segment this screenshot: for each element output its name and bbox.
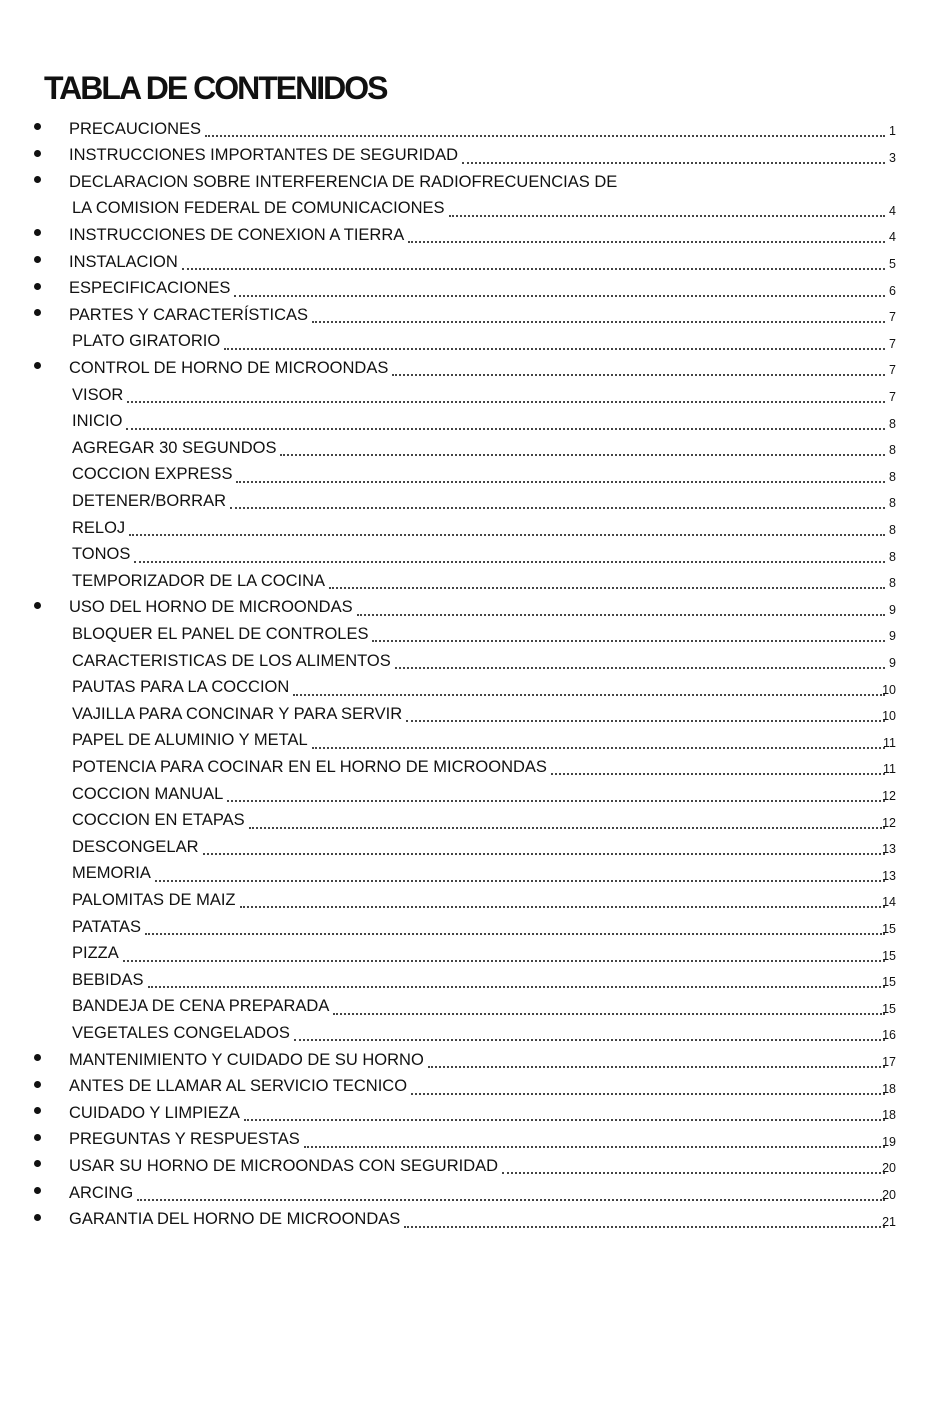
toc-entry-label: DESCONGELAR [72,837,199,856]
toc-entry [0,196,950,222]
toc-entry-label: CUIDADO Y LIMPIEZA [69,1103,240,1122]
toc-entry-label: PIZZA [72,944,119,963]
bullet-icon [34,1054,41,1061]
toc-entry [0,143,950,169]
dot-leader [312,727,885,749]
toc-entry-label: USAR SU HORNO DE MICROONDAS CON SEGURIDAD [69,1156,499,1175]
toc-entry [0,1127,950,1153]
toc-entry-line [72,488,896,514]
toc-entry-page: 13 [882,868,896,883]
toc-entry-line [72,808,896,834]
toc-entry [0,1047,950,1073]
dot-leader [551,753,885,775]
bullet-icon [34,362,41,369]
bullet-icon [34,123,41,130]
toc-entry-line [69,595,896,621]
toc-entry-label: ARCING [69,1183,134,1202]
toc-entry-line [69,169,888,195]
toc-entry-page: 7 [889,363,896,378]
toc-entry [0,621,950,647]
dot-leader [234,275,885,297]
toc-entry-page: 1 [889,124,896,138]
toc-entry [0,1020,950,1046]
dot-leader [502,1152,885,1174]
bullet-icon [34,283,41,290]
toc-entry-label: PAPEL DE ALUMINIO Y METAL [72,731,308,750]
toc-entry-page: 9 [889,656,896,670]
toc-entry-label: PLATO GIRATORIO [72,332,221,351]
dot-leader [428,1046,885,1068]
toc-entry-label: INSTRUCCIONES DE CONEXION A TIERRA [69,225,405,244]
dot-leader [123,940,885,962]
toc-entry [0,675,950,701]
toc-entry-line [69,1180,896,1206]
toc-entry [0,1074,950,1100]
dot-leader [148,966,885,988]
dot-leader [280,434,885,456]
toc-entry-page: 8 [889,549,896,564]
dot-leader [240,886,886,908]
bullet-icon [34,602,41,609]
toc-entry-label: DETENER/BORRAR [72,491,227,510]
toc-entry [0,302,950,328]
dot-leader [244,1099,885,1121]
toc-entry-page: 8 [889,416,896,431]
toc-entry-line [72,382,896,408]
toc-entry-page: 18 [882,1108,896,1123]
dot-leader [182,248,885,270]
page-title: TABLA DE CONTENIDOS [44,70,387,106]
dot-leader [230,487,885,509]
toc-entry [0,1207,950,1233]
toc-entry-line [72,701,896,727]
dot-leader [357,594,885,616]
toc-entry [0,515,950,541]
toc-entry [0,435,950,461]
toc-entry [0,834,950,860]
toc-entry-label: COCCION MANUAL [72,784,224,803]
toc-entry [0,887,950,913]
toc-entry-label: USO DEL HORNO DE MICROONDAS [69,598,353,617]
toc-entry-page: 7 [889,390,896,404]
toc-entry [0,648,950,674]
toc-entry-label: ESPECIFICACIONES [69,279,231,298]
toc-entry [0,701,950,727]
dot-leader [129,514,885,536]
toc-entry-label: CARACTERISTICAS DE LOS ALIMENTOS [72,651,391,670]
toc-entry [0,329,950,355]
toc-entry-line [72,648,896,674]
dot-leader [155,860,885,882]
toc-entry [0,595,950,621]
toc-entry-label: VAJILLA PARA CONCINAR Y PARA SERVIR [72,704,403,723]
toc-entry-label: PATATAS [72,917,142,936]
dot-leader [294,1019,885,1041]
toc-entry-label: MANTENIMIENTO Y CUIDADO DE SU HORNO [69,1050,424,1069]
toc-entry [0,116,950,142]
toc-entry-page: 4 [889,230,896,245]
bullet-icon [34,309,41,316]
toc-entry [0,222,950,248]
toc-entry [0,861,950,887]
dot-leader [236,461,885,483]
toc-entry-line [72,409,896,435]
toc-entry-line [72,728,896,754]
toc-entry-label: AGREGAR 30 SEGUNDOS [72,438,277,457]
toc-entry-line [69,1047,896,1073]
toc-entry [0,781,950,807]
dot-leader [145,913,885,935]
toc-entry-label: CONTROL DE HORNO DE MICROONDAS [69,358,389,377]
toc-entry [0,488,950,514]
dot-leader [333,993,885,1015]
toc-entry-line [69,1153,896,1179]
toc-entry [0,967,950,993]
toc-entry-line [72,542,896,568]
bullet-icon [34,1160,41,1167]
toc-entry-line [69,355,896,381]
toc-entry-page: 7 [889,310,896,325]
toc-entry-label: LA COMISION FEDERAL DE COMUNICACIONES [72,199,445,218]
toc-entry-label: PREGUNTAS Y RESPUESTAS [69,1130,300,1149]
toc-entry-page: 20 [882,1161,896,1176]
dot-leader [312,301,885,323]
dot-leader [127,381,885,403]
toc-entry-line [72,196,896,222]
toc-entry-page: 17 [882,1055,896,1069]
toc-entry [0,914,950,940]
toc-entry-line [69,1127,896,1153]
dot-leader [203,833,885,855]
toc-entry-label: BANDEJA DE CENA PREPARADA [72,997,330,1016]
toc-entry-page: 8 [889,443,896,458]
toc-entry-line [72,914,896,940]
dot-leader [304,1126,885,1148]
toc-entry-page: 21 [882,1214,896,1229]
toc-entry-page: 3 [889,150,896,165]
dot-leader [404,1206,885,1228]
toc-entry-label: PALOMITAS DE MAIZ [72,890,236,909]
toc-entry-line [72,754,896,780]
dot-leader [126,408,885,430]
toc-entry-page: 12 [882,789,896,803]
toc-entry [0,382,950,408]
toc-entry-line [69,1074,896,1100]
toc-entry-label: PARTES Y CARACTERÍSTICAS [69,305,309,324]
dot-leader [293,674,885,696]
toc-entry-label: DECLARACION SOBRE INTERFERENCIA DE RADIOFRECUENCIAS DE [69,172,618,191]
toc-entry [0,568,950,594]
toc-entry-label: INICIO [72,412,123,431]
dot-leader [249,807,885,829]
toc-entry-line [72,435,896,461]
dot-leader [372,620,885,642]
dot-leader [395,647,885,669]
toc-entry-line [69,1100,896,1126]
toc-entry-page: 10 [882,682,896,697]
toc-entry [0,542,950,568]
toc-entry-line [72,329,896,355]
toc-entry-page: 8 [889,523,896,537]
toc-entry [0,462,950,488]
bullet-icon [34,1214,41,1221]
toc-entry [0,249,950,275]
toc-entry-page: 8 [889,496,896,511]
toc-entry [0,169,950,195]
bullet-icon [34,150,41,157]
toc-entry-label: BEBIDAS [72,970,144,989]
toc-entry-line [72,515,896,541]
toc-entry [0,728,950,754]
dot-leader [329,567,885,589]
toc-entry-page: 9 [889,602,896,617]
toc-entry-page: 11 [883,762,896,777]
dot-leader [137,1179,885,1201]
toc-entry-line [72,994,896,1020]
toc-entry-line [72,887,896,913]
toc-entry-label: MEMORIA [72,864,151,883]
toc-entry-label: TONOS [72,545,131,564]
bullet-icon [34,1107,41,1114]
toc-entry [0,276,950,302]
dot-leader [205,115,885,137]
dot-leader [408,221,885,243]
toc-entry-page: 13 [882,842,896,857]
toc-entry-line [69,302,896,328]
toc-entry-label: BLOQUER EL PANEL DE CONTROLES [72,624,369,643]
toc-entry-line [72,781,896,807]
dot-leader [411,1073,885,1095]
toc-entry-label: POTENCIA PARA COCINAR EN EL HORNO DE MICROONDAS [72,757,547,776]
toc-entry [0,355,950,381]
dot-leader [462,142,885,164]
toc-entry [0,1180,950,1206]
bullet-icon [34,229,41,236]
toc-entry-page: 18 [882,1081,896,1096]
dot-leader [227,780,885,802]
toc-entry-page: 15 [882,948,896,963]
toc-entry-line [69,143,896,169]
toc-entry-label: INSTALACION [69,252,178,271]
toc-entry [0,409,950,435]
toc-entry-page: 11 [883,735,896,750]
toc-entry [0,1153,950,1179]
bullet-icon [34,1187,41,1194]
toc-entry-page: 4 [889,203,896,218]
toc-entry-page: 12 [882,815,896,830]
toc-entry-line [72,568,896,594]
toc-entry-line [69,116,896,142]
bullet-icon [34,1134,41,1141]
toc-entry-line [72,462,896,488]
toc-entry-label: GARANTIA DEL HORNO DE MICROONDAS [69,1210,401,1229]
toc-entry-line [72,675,896,701]
dot-leader [392,354,885,376]
toc-entry-label: RELOJ [72,518,126,537]
toc-entry-page: 5 [889,257,896,271]
toc-entry-page: 16 [882,1028,896,1043]
toc-entry-label: COCCION EN ETAPAS [72,811,245,830]
toc-entry-label: PAUTAS PARA LA COCCION [72,678,290,697]
toc-entry [0,941,950,967]
toc-entry-page: 6 [889,283,896,298]
toc-entry-page: 15 [882,922,896,936]
toc-entry-line [72,967,896,993]
toc-entry-page: 20 [882,1188,896,1202]
toc-entry-label: COCCION EXPRESS [72,465,233,484]
dot-leader [224,328,885,350]
toc-entry-line [69,222,896,248]
toc-entry-line [72,621,896,647]
toc-entry-page: 15 [882,1001,896,1016]
bullet-icon [34,176,41,183]
toc-entry-label: TEMPORIZADOR DE LA COCINA [72,571,326,590]
toc-entry [0,808,950,834]
dot-leader [449,195,885,217]
toc-entry-line [72,834,896,860]
bullet-icon [34,1081,41,1088]
toc-entry-line [72,941,896,967]
toc-entry [0,1100,950,1126]
toc-entry-line [72,1020,896,1046]
toc-entry-page: 7 [889,336,896,351]
toc-entry-label: VEGETALES CONGELADOS [72,1023,290,1042]
toc-entry-line [69,276,896,302]
toc-entry-line [69,249,896,275]
toc-entry [0,994,950,1020]
toc-entry-label: ANTES DE LLAMAR AL SERVICIO TECNICO [69,1077,408,1096]
toc-entry-page: 10 [882,709,896,724]
toc-entry-page: 15 [882,975,896,990]
toc-entry [0,754,950,780]
toc-entry-page: 9 [889,629,896,644]
bullet-icon [34,256,41,263]
toc-entry-label: VISOR [72,385,124,404]
toc-entry-page: 8 [889,469,896,484]
toc-entry-label: INSTRUCCIONES IMPORTANTES DE SEGURIDAD [69,146,459,165]
toc-entry-label: PRECAUCIONES [69,119,202,138]
dot-leader [134,541,885,563]
toc-entry-line [69,1207,896,1233]
toc-entry-page: 19 [882,1134,896,1149]
toc-entry-line [72,861,896,887]
dot-leader [406,700,885,722]
toc-entry-page: 14 [882,895,896,910]
toc-entry-page: 8 [889,576,896,591]
